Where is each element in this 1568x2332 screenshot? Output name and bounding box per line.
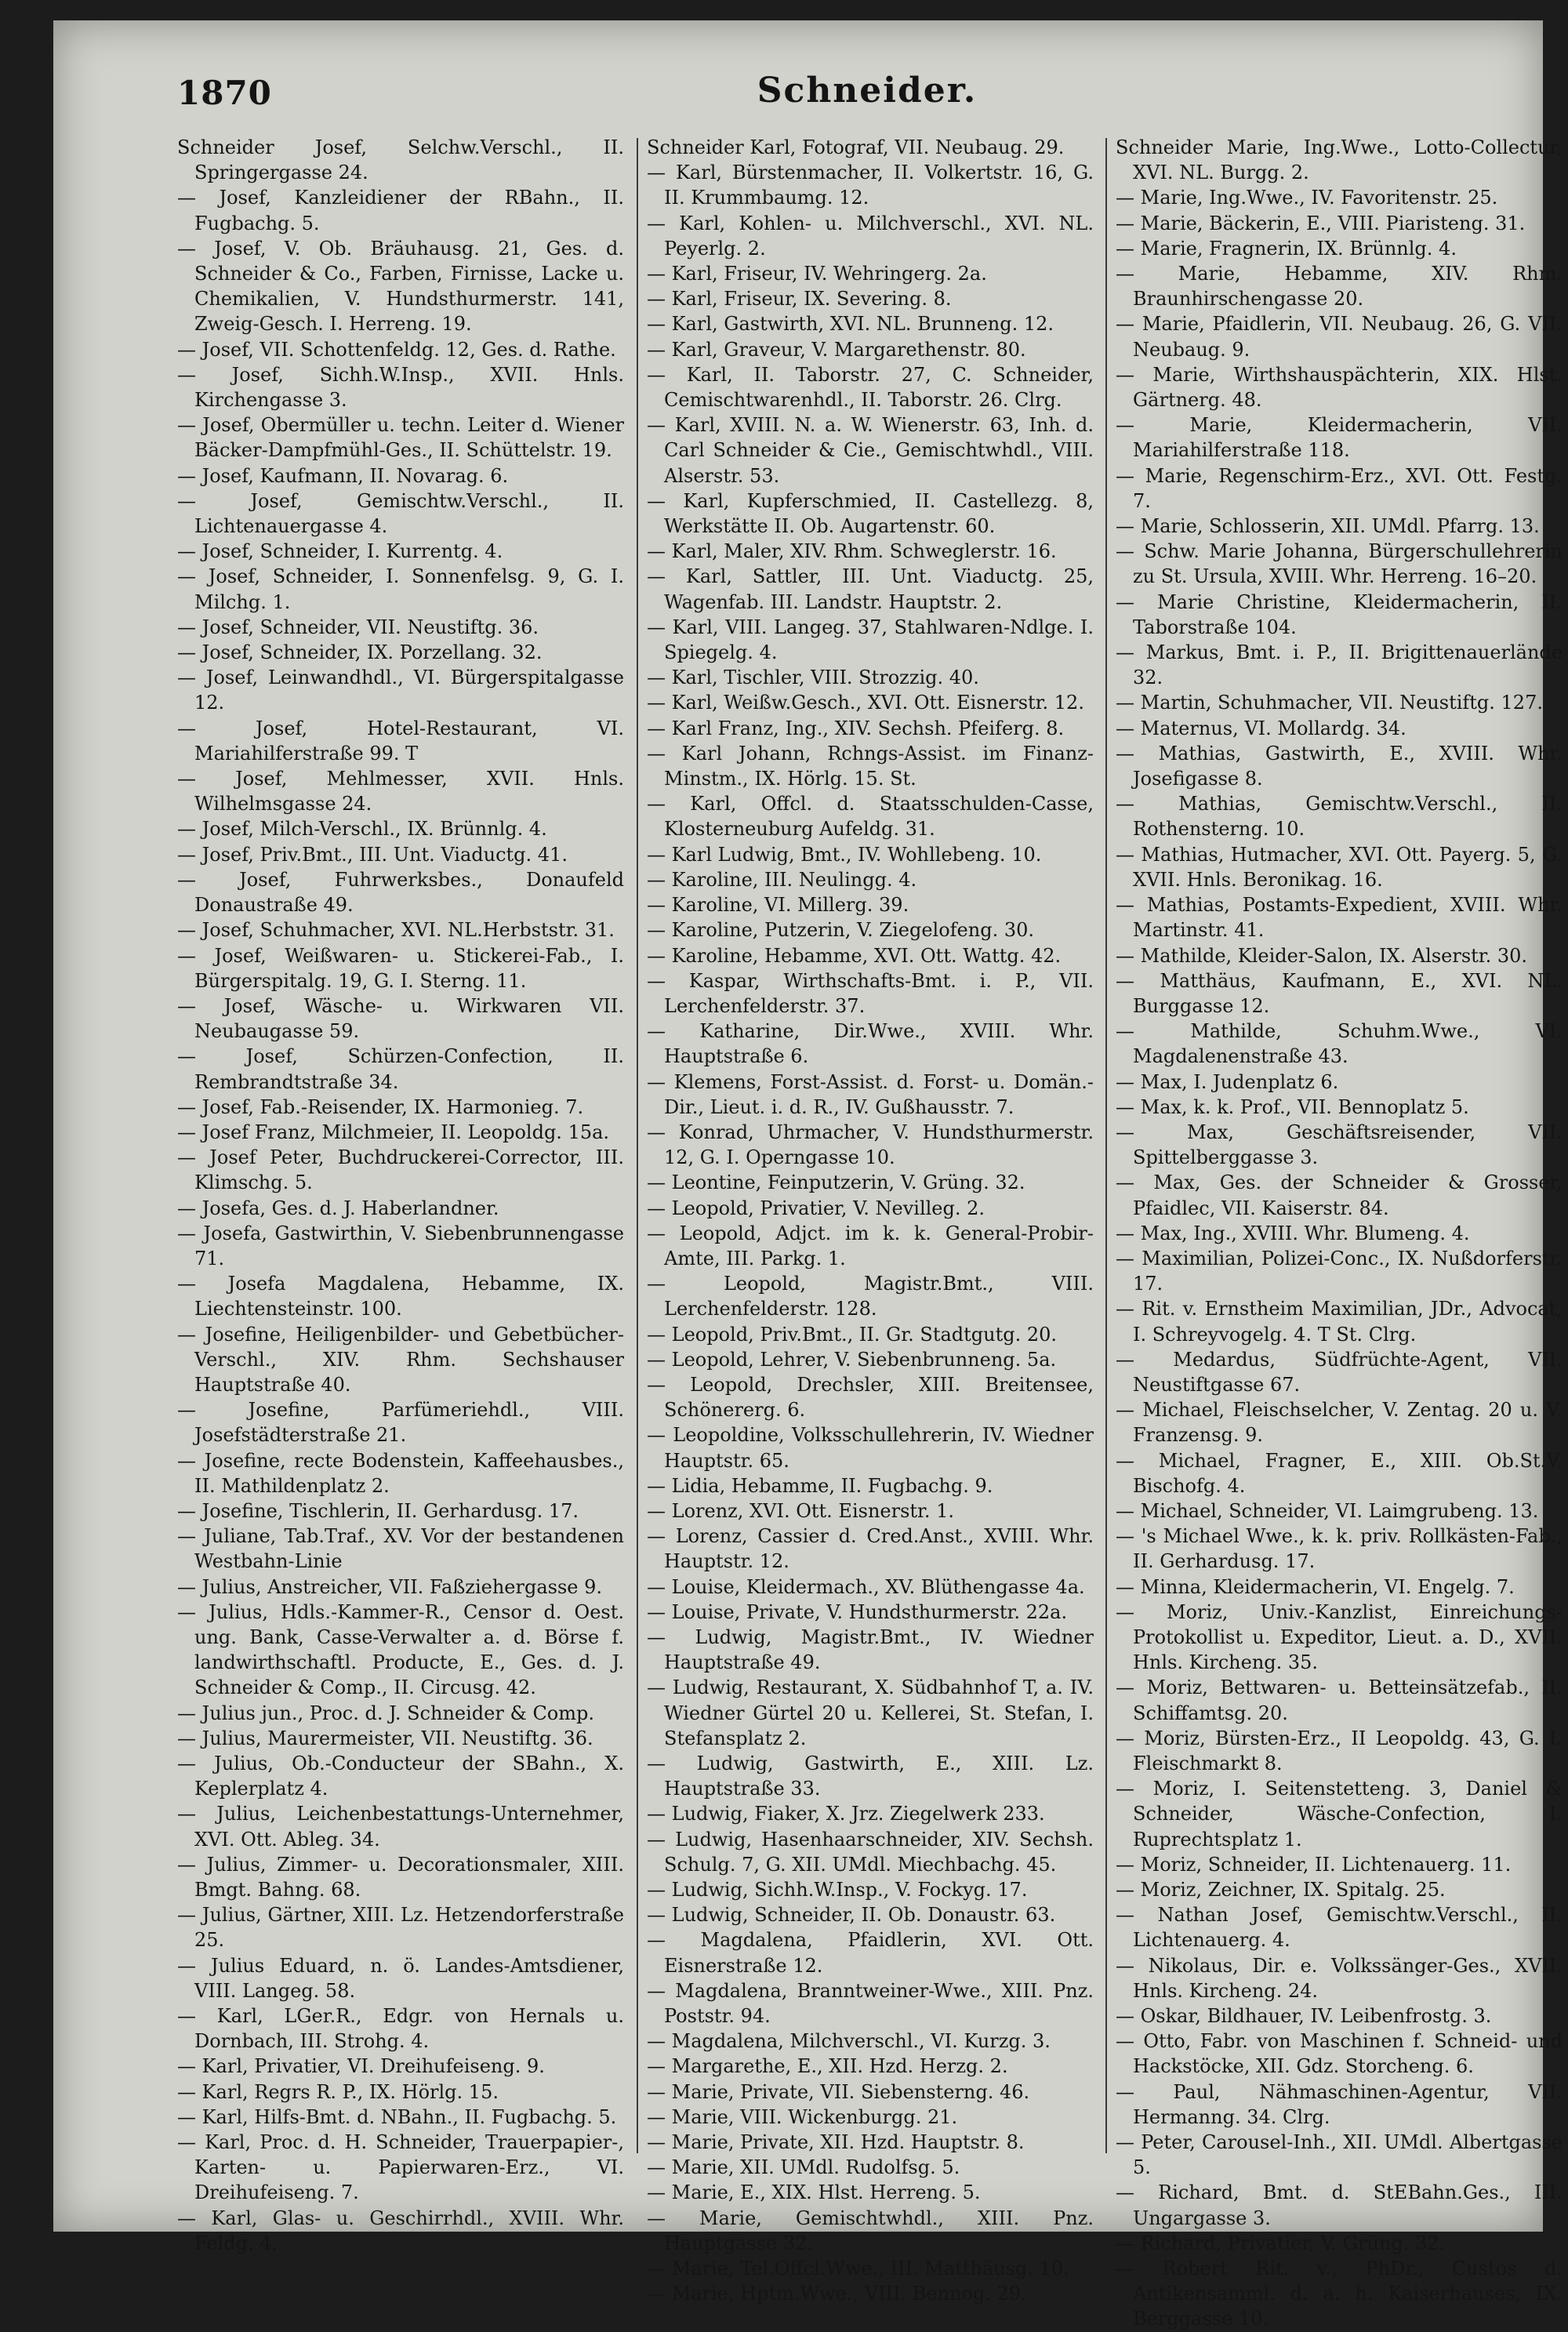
- directory-entry: — Matthäus, Kaufmann, E., XVI. NL. Burggasse 12.: [1116, 969, 1563, 1017]
- directory-entry: — Peter, Carousel-Inh., XII. UMdl. Albertgasse 5.: [1116, 2131, 1563, 2179]
- directory-entry: — Marie, Fragnerin, IX. Brünnlg. 4.: [1116, 237, 1457, 260]
- directory-entry: — Kaspar, Wirthschafts-Bmt. i. P., VII. Lerchenfelderstr. 37.: [647, 969, 1094, 1017]
- directory-entry: — Leontine, Feinputzerin, V. Grüng. 32.: [647, 1171, 1025, 1194]
- directory-entry: — Ludwig, Fiaker, X. Jrz. Ziegelwerk 233.: [647, 1803, 1045, 1825]
- directory-entry: — Mathias, Gastwirth, E., XVIII. Whr. Josefigasse 8.: [1116, 742, 1563, 790]
- directory-entry: — Juliane, Tab.Traf., XV. Vor der bestandenen Westbahn-Linie: [177, 1525, 624, 1573]
- directory-entry: — Max, k. k. Prof., VII. Bennoplatz 5.: [1116, 1095, 1469, 1118]
- directory-entry: — Klemens, Forst-Assist. d. Forst- u. Domän.-Dir., Lieut. i. d. R., IV. Gußhausstr. 7.: [647, 1070, 1094, 1118]
- directory-entry: — Karl, Hilfs-Bmt. d. NBahn., II. Fugbachg. 5.: [177, 2105, 617, 2128]
- directory-entry: — Lorenz, XVI. Ott. Eisnerstr. 1.: [647, 1499, 955, 1522]
- directory-entry: — Richard, Privatier, V. Grüng. 32.: [1116, 2232, 1446, 2254]
- directory-entry: — Rit. v. Ernstheim Maximilian, JDr., Advocat, I. Schreyvogelg. 4. T St. Clrg.: [1116, 1298, 1563, 1346]
- directory-entry: — Robert Rit. v., PhDr., Custos d. Antikensamml. d. a. h. Kaiserhauses, IX. Berggasse 10.: [1116, 2258, 1563, 2330]
- directory-entry: — Marie, Gemischtwhdl., XIII. Pnz. Hauptgasse 32.: [647, 2207, 1094, 2254]
- directory-entry: — Marie, Wirthshauspächterin, XIX. Hlst. Gärtnerg. 48.: [1116, 363, 1563, 412]
- directory-entry: — Marie, Bäckerin, E., VIII. Piaristeng. 31.: [1116, 212, 1526, 234]
- directory-entry: — Julius, Hdls.-Kammer-R., Censor d. Oest. ung. Bank, Casse-Verwalter a. d. Börse f. landwirthschaftl. Producte, E., Ges. d. J. Schneider & Comp., II. Circusg. 42.: [177, 1600, 624, 1699]
- directory-entry: — Josefa, Gastwirthin, V. Siebenbrunnengasse 71.: [177, 1222, 624, 1270]
- directory-entry: — Margarethe, E., XII. Hzd. Herzg. 2.: [647, 2055, 1008, 2078]
- directory-entry: — Julius, Ob.-Conducteur der SBahn., X. Keplerplatz 4.: [177, 1753, 624, 1800]
- directory-entry: — Moriz, Schneider, II. Lichtenauerg. 11.: [1116, 1853, 1512, 1876]
- directory-entry: Schneider Josef, Selchw.Verschl., II. Springergasse 24.: [177, 136, 624, 184]
- directory-entry: — Ludwig, Magistr.Bmt., IV. Wiedner Hauptstraße 49.: [647, 1625, 1094, 1674]
- directory-entry: — Richard, Bmt. d. StEBahn.Ges., III. Ungargasse 3.: [1116, 2181, 1563, 2229]
- directory-entry: — Karl, LGer.R., Edgr. von Hernals u. Dornbach, III. Strohg. 4.: [177, 2005, 624, 2053]
- directory-entry: — Josef, Fuhrwerksbes., Donaufeld Donaustraße 49.: [177, 868, 624, 917]
- directory-entry: — Ludwig, Gastwirth, E., XIII. Lz. Hauptstraße 33.: [647, 1753, 1094, 1800]
- directory-entry: — Julius, Maurermeister, VII. Neustiftg. 36.: [177, 1727, 593, 1749]
- directory-entry: — Medardus, Südfrüchte-Agent, VII. Neustiftgasse 67.: [1116, 1348, 1563, 1396]
- directory-entry: — Marie, E., XIX. Hlst. Herreng. 5.: [647, 2181, 981, 2204]
- directory-entry: — Max, Ing., XVIII. Whr. Blumeng. 4.: [1116, 1222, 1470, 1244]
- directory-entry: — Josefa, Ges. d. J. Haberlandner.: [177, 1197, 499, 1219]
- directory-entry: — Marie, Private, VII. Siebensterng. 46.: [647, 2080, 1030, 2103]
- directory-entry: — Josefine, Tischlerin, II. Gerhardusg. 17.: [177, 1499, 579, 1522]
- directory-entry: — Josef, Schuhmacher, XVI. NL.Herbststr. 31.: [177, 919, 615, 942]
- directory-entry: — 's Michael Wwe., k. k. priv. Rollkästen-Fab., II. Gerhardusg. 17.: [1116, 1525, 1563, 1573]
- directory-entry: — Josef, Fab.-Reisender, IX. Harmonieg. 7.: [177, 1095, 584, 1118]
- directory-entry: — Josef, Sichh.W.Insp., XVII. Hnls. Kirchengasse 3.: [177, 363, 624, 412]
- directory-entry: — Karl, Glas- u. Geschirrhdl., XVIII. Whr. Feldg. 4.: [177, 2207, 624, 2254]
- directory-entry: — Ludwig, Hasenhaarschneider, XIV. Sechsh. Schulg. 7, G. XII. UMdl. Miechbachg. 45.: [647, 1828, 1094, 1876]
- directory-entry: — Karl, Maler, XIV. Rhm. Schweglerstr. 16.: [647, 540, 1057, 563]
- directory-entry: — Nathan Josef, Gemischtw.Verschl., II. Lichtenauerg. 4.: [1116, 1904, 1563, 1952]
- directory-entry: — Karl, Sattler, III. Unt. Viaductg. 25, Wagenfab. III. Landstr. Hauptstr. 2.: [647, 565, 1094, 613]
- directory-entry: — Josef, Milch-Verschl., IX. Brünnlg. 4.: [177, 818, 547, 841]
- directory-entry: — Karoline, VI. Millerg. 39.: [647, 894, 909, 917]
- directory-entry: — Max, Ges. der Schneider & Grosser, Pfaidlec, VII. Kaiserstr. 84.: [1116, 1171, 1563, 1219]
- directory-entry: — Louise, Kleidermach., XV. Blüthengasse 4a.: [647, 1575, 1085, 1598]
- directory-entry: — Julius, Leichenbestattungs-Unternehmer, XVI. Ott. Ableg. 34.: [177, 1803, 624, 1851]
- directory-entry: — Karl, Tischler, VIII. Strozzig. 40.: [647, 667, 979, 689]
- directory-entry: — Lidia, Hebamme, II. Fugbachg. 9.: [647, 1474, 993, 1497]
- directory-entry: — Karl, Friseur, IV. Wehringerg. 2a.: [647, 263, 987, 285]
- directory-entry: — Karl, Graveur, V. Margarethenstr. 80.: [647, 338, 1026, 361]
- directory-entry: — Martin, Schuhmacher, VII. Neustiftg. 127.: [1116, 692, 1543, 714]
- directory-entry: — Josef, Schürzen-Confection, II. Rembrandtstraße 34.: [177, 1045, 624, 1093]
- directory-entry: — Josef, Leinwandhdl., VI. Bürgerspitalgasse 12.: [177, 667, 624, 714]
- directory-entry: — Karl, Kohlen- u. Milchverschl., XVI. NL. Peyerlg. 2.: [647, 212, 1094, 260]
- directory-entry: — Karoline, Putzerin, V. Ziegelofeng. 30.: [647, 919, 1034, 942]
- column-divider: [1105, 138, 1107, 2153]
- directory-entry: — Josef, Obermüller u. techn. Leiter d. Wiener Bäcker-Dampfmühl-Ges., II. Schüttelstr. 19.: [177, 414, 624, 462]
- directory-entry: — Marie, Hebamme, XIV. Rhm. Braunhirschengasse 20.: [1116, 263, 1563, 311]
- directory-entry: — Magdalena, Branntweiner-Wwe., XIII. Pnz. Poststr. 94.: [647, 1979, 1094, 2028]
- directory-entry: — Leopold, Privatier, V. Nevilleg. 2.: [647, 1197, 985, 1219]
- directory-entry: — Markus, Bmt. i. P., II. Brigittenauerlände 32.: [1116, 641, 1563, 689]
- directory-entry: — Mathilde, Kleider-Salon, IX. Alserstr. 30.: [1116, 944, 1528, 967]
- directory-entry: — Magdalena, Milchverschl., VI. Kurzg. 3.: [647, 2030, 1051, 2053]
- directory-entry: — Josef, Wäsche- u. Wirkwaren VII. Neubaugasse 59.: [177, 994, 624, 1043]
- directory-entry: — Marie, Pfaidlerin, VII. Neubaug. 26, G. VII. Neubaug. 9.: [1116, 313, 1563, 361]
- directory-entry: — Josef, Priv.Bmt., III. Unt. Viaductg. 41.: [177, 843, 568, 866]
- directory-entry: — Moriz, Bürsten-Erz., II Leopoldg. 43, G. I. Fleischmarkt 8.: [1116, 1727, 1563, 1774]
- directory-entry: — Marie, Private, XII. Hzd. Hauptstr. 8.: [647, 2131, 1025, 2154]
- directory-entry: — Marie Christine, Kleidermacherin, II. Taborstraße 104.: [1116, 590, 1563, 638]
- entries-column-1: [177, 135, 624, 2254]
- directory-entry: — Karoline, III. Neulingg. 4.: [647, 868, 917, 891]
- directory-entry: — Marie, Tel.Offcl.Wwe., III. Matthäusg. 10.: [647, 2258, 1069, 2280]
- directory-entry: — Josef, V. Ob. Bräuhausg. 21, Ges. d. Schneider & Co., Farben, Firnisse, Lacke u. Chemikalien, V. Hundsthurmerstr. 141, Zweig-Gesch. I. Herreng. 19.: [177, 237, 624, 336]
- directory-entry: — Josef Peter, Buchdruckerei-Corrector, III. Klimschg. 5.: [177, 1146, 624, 1194]
- directory-entry: — Josef, Kaufmann, II. Novarag. 6.: [177, 464, 509, 487]
- directory-entry: — Michael, Fragner, E., XIII. Ob.St.V. Bischofg. 4.: [1116, 1449, 1563, 1497]
- directory-entry: — Karl, Proc. d. H. Schneider, Trauerpapier-, Karten- u. Papierwaren-Erz., VI. Dreihufeiseng. 7.: [177, 2131, 624, 2204]
- directory-entry: — Marie, VIII. Wickenburgg. 21.: [647, 2105, 958, 2128]
- column-divider: [637, 138, 638, 2153]
- entries-column-2: [647, 135, 1094, 2305]
- directory-entry: — Karl, II. Taborstr. 27, C. Schneider, Cemischtwarenhdl., II. Taborstr. 26. Clrg.: [647, 363, 1094, 412]
- directory-entry: — Karl, VIII. Langeg. 37, Stahlwaren-Ndlge. I. Spiegelg. 4.: [647, 616, 1094, 664]
- directory-entry: — Leopoldine, Volksschullehrerin, IV. Wiedner Hauptstr. 65.: [647, 1424, 1094, 1472]
- directory-entry: — Josef Franz, Milchmeier, II. Leopoldg. 15a.: [177, 1121, 610, 1143]
- directory-entry: — Lorenz, Cassier d. Cred.Anst., XVIII. Whr. Hauptstr. 12.: [647, 1525, 1094, 1573]
- directory-entry: — Leopold, Adjct. im k. k. General-Probir-Amte, III. Parkg. 1.: [647, 1222, 1094, 1270]
- directory-entry: — Karl, Regrs R. P., IX. Hörlg. 15.: [177, 2080, 499, 2103]
- directory-entry: — Josef, Schneider, I. Kurrentg. 4.: [177, 540, 503, 563]
- directory-entry: — Konrad, Uhrmacher, V. Hundsthurmerstr. 12, G. I. Operngasse 10.: [647, 1121, 1094, 1169]
- directory-entry: — Maximilian, Polizei-Conc., IX. Nußdorferstr. 17.: [1116, 1247, 1563, 1295]
- directory-entry: — Maternus, VI. Mollardg. 34.: [1116, 717, 1406, 739]
- directory-entry: — Max, Geschäftsreisender, VII. Spittelberggasse 3.: [1116, 1121, 1563, 1169]
- directory-entry: — Mathias, Postamts-Expedient, XVIII. Whr. Martinstr. 41.: [1116, 894, 1563, 942]
- directory-entry: — Moriz, Bettwaren- u. Betteinsätzefab., II. Schiffamtsg. 20.: [1116, 1676, 1563, 1724]
- directory-entry: — Ludwig, Restaurant, X. Südbahnhof T, a. IV. Wiedner Gürtel 20 u. Kellerei, St. Stefan, I. Stefansplatz 2.: [647, 1676, 1094, 1749]
- directory-entry: — Mathias, Gemischtw.Verschl., II. Rothensterng. 10.: [1116, 793, 1563, 841]
- page-number: 1870: [177, 74, 272, 112]
- directory-entry: — Minna, Kleidermacherin, VI. Engelg. 7.: [1116, 1575, 1515, 1598]
- directory-entry: — Katharine, Dir.Wwe., XVIII. Whr. Hauptstraße 6.: [647, 1020, 1094, 1068]
- directory-entry: — Josef, Gemischtw.Verschl., II. Lichtenauergasse 4.: [177, 489, 624, 538]
- directory-entry: — Josefa Magdalena, Hebamme, IX. Liechtensteinstr. 100.: [177, 1273, 624, 1320]
- directory-entry: — Karl, XVIII. N. a. W. Wienerstr. 63, Inh. d. Carl Schneider & Cie., Gemischtwhdl., VIII. Alserstr. 53.: [647, 414, 1094, 487]
- directory-entry: — Michael, Fleischselcher, V. Zentag. 20 u. V. Franzensg. 9.: [1116, 1399, 1563, 1447]
- directory-entry: — Leopold, Drechsler, XIII. Breitensee, Schönererg. 6.: [647, 1373, 1094, 1422]
- directory-entry: — Karl, Friseur, IX. Severing. 8.: [647, 288, 952, 311]
- directory-entry: — Julius, Gärtner, XIII. Lz. Hetzendorferstraße 25.: [177, 1904, 624, 1952]
- directory-entry: — Julius Eduard, n. ö. Landes-Amtsdiener, VIII. Langeg. 58.: [177, 1954, 624, 2002]
- entries-column-3: [1116, 135, 1563, 2330]
- directory-entry: — Julius jun., Proc. d. J. Schneider & Comp.: [177, 1702, 595, 1724]
- directory-entry: — Marie, Ing.Wwe., IV. Favoritenstr. 25.: [1116, 187, 1498, 209]
- directory-entry: — Josefine, recte Bodenstein, Kaffeehausbes., II. Mathildenplatz 2.: [177, 1449, 624, 1497]
- directory-entry: — Karl, Privatier, VI. Dreihufeiseng. 9.: [177, 2055, 545, 2078]
- directory-page: [53, 20, 1563, 2330]
- directory-entry: — Ludwig, Schneider, II. Ob. Donaustr. 63.: [647, 1904, 1056, 1927]
- directory-entry: — Marie, Regenschirm-Erz., XVI. Ott. Festg. 7.: [1116, 464, 1563, 512]
- directory-entry: — Ludwig, Sichh.W.Insp., V. Fockyg. 17.: [647, 1879, 1028, 1902]
- directory-entry: — Karl, Weißw.Gesch., XVI. Ott. Eisnerstr. 12.: [647, 692, 1084, 714]
- directory-entry: — Michael, Schneider, VI. Laimgrubeng. 13.: [1116, 1499, 1539, 1522]
- directory-entry: — Karl Franz, Ing., XIV. Sechsh. Pfeiferg. 8.: [647, 717, 1065, 739]
- directory-entry: — Mathias, Hutmacher, XVI. Ott. Payerg. 5, G. XVII. Hnls. Beronikag. 16.: [1116, 843, 1563, 891]
- directory-entry: — Marie, XII. UMdl. Rudolfsg. 5.: [647, 2156, 960, 2179]
- directory-entry: Schneider Marie, Ing.Wwe., Lotto-Collectur, XVI. NL. Burgg. 2.: [1116, 136, 1563, 184]
- directory-entry: — Oskar, Bildhauer, IV. Leibenfrostg. 3.: [1116, 2005, 1492, 2028]
- directory-entry: — Marie, Kleidermacherin, VII. Mariahilferstraße 118.: [1116, 414, 1563, 462]
- directory-entry: — Josef, Mehlmesser, XVII. Hnls. Wilhelmsgasse 24.: [177, 768, 624, 815]
- directory-entry: — Nikolaus, Dir. e. Volkssänger-Ges., XVII. Hnls. Kircheng. 24.: [1116, 1954, 1563, 2002]
- directory-entry: — Karl Johann, Rchngs-Assist. im Finanz-Minstm., IX. Hörlg. 15. St.: [647, 742, 1094, 790]
- directory-entry: — Julius, Zimmer- u. Decorationsmaler, XIII. Bmgt. Bahng. 68.: [177, 1853, 624, 1902]
- directory-entry: — Josef, Schneider, IX. Porzellang. 32.: [177, 641, 543, 664]
- running-head: Schneider.: [757, 71, 978, 111]
- directory-entry: — Josef, Schneider, VII. Neustiftg. 36.: [177, 616, 539, 638]
- directory-entry: — Paul, Nähmaschinen-Agentur, VII. Hermanng. 34. Clrg.: [1116, 2080, 1563, 2128]
- page-header: [177, 67, 1557, 138]
- directory-entry: — Julius, Anstreicher, VII. Faßziehergasse 9.: [177, 1575, 602, 1598]
- directory-entry: — Josef, Hotel-Restaurant, VI. Mariahilferstraße 99. T: [177, 717, 624, 765]
- directory-entry: — Karl, Offcl. d. Staatsschulden-Casse, Klosterneuburg Aufeldg. 31.: [647, 793, 1094, 841]
- directory-entry: Schneider Karl, Fotograf, VII. Neubaug. 29.: [647, 136, 1065, 158]
- directory-entry: — Josef, Weißwaren- u. Stickerei-Fab., I. Bürgerspitalg. 19, G. I. Sterng. 11.: [177, 944, 624, 992]
- directory-entry: — Marie, Hptm.Wwe., VIII. Bennog. 29.: [647, 2283, 1027, 2305]
- directory-entry: — Schw. Marie Johanna, Bürgerschullehrerin zu St. Ursula, XVIII. Whr. Herreng. 16–20.: [1116, 540, 1563, 588]
- directory-entry: — Mathilde, Schuhm.Wwe., VI. Magdalenenstraße 43.: [1116, 1020, 1563, 1068]
- directory-entry: — Leopold, Priv.Bmt., II. Gr. Stadtgutg. 20.: [647, 1323, 1058, 1346]
- directory-entry: — Karl, Gastwirth, XVI. NL. Brunneng. 12.: [647, 313, 1054, 336]
- directory-entry: — Leopold, Magistr.Bmt., VIII. Lerchenfelderstr. 128.: [647, 1273, 1094, 1320]
- directory-entry: — Otto, Fabr. von Maschinen f. Schneid- und Hackstöcke, XII. Gdz. Storcheng. 6.: [1116, 2030, 1563, 2078]
- directory-entry: — Josefine, Heiligenbilder- und Gebetbücher-Verschl., XIV. Rhm. Sechshauser Hauptstraße 40.: [177, 1323, 624, 1396]
- directory-entry: — Karl, Kupferschmied, II. Castellezg. 8, Werkstätte II. Ob. Augartenstr. 60.: [647, 489, 1094, 538]
- directory-entry: — Josef, Kanzleidiener der RBahn., II. Fugbachg. 5.: [177, 187, 624, 234]
- directory-entry: — Josefine, Parfümeriehdl., VIII. Josefstädterstraße 21.: [177, 1399, 624, 1447]
- directory-entry: — Moriz, Univ.-Kanzlist, Einreichungs-Protokollist u. Expeditor, Lieut. a. D., XVII. Hnls. Kircheng. 35.: [1116, 1600, 1563, 1674]
- directory-entry: — Josef, Schneider, I. Sonnenfelsg. 9, G. I. Milchg. 1.: [177, 565, 624, 613]
- directory-entry: — Moriz, I. Seitenstetteng. 3, Daniel & Schneider, Wäsche-Confection, I. Ruprechtsplatz 1.: [1116, 1778, 1563, 1851]
- directory-entry: — Moriz, Zeichner, IX. Spitalg. 25.: [1116, 1879, 1446, 1902]
- directory-entry: — Karl Ludwig, Bmt., IV. Wohllebeng. 10.: [647, 843, 1042, 866]
- directory-entry: — Josef, VII. Schottenfeldg. 12, Ges. d. Rathe.: [177, 338, 616, 361]
- directory-entry: — Leopold, Lehrer, V. Siebenbrunneng. 5a.: [647, 1348, 1057, 1371]
- directory-entry: — Magdalena, Pfaidlerin, XVI. Ott. Eisnerstraße 12.: [647, 1929, 1094, 1977]
- directory-entry: — Max, I. Judenplatz 6.: [1116, 1070, 1339, 1093]
- directory-entry: — Marie, Schlosserin, XII. UMdl. Pfarrg. 13.: [1116, 515, 1540, 538]
- directory-entry: — Karl, Bürstenmacher, II. Volkertstr. 16, G. II. Krummbaumg. 12.: [647, 162, 1094, 209]
- directory-entry: — Louise, Private, V. Hundsthurmerstr. 22a.: [647, 1600, 1068, 1623]
- directory-entry: — Karoline, Hebamme, XVI. Ott. Wattg. 42.: [647, 944, 1062, 967]
